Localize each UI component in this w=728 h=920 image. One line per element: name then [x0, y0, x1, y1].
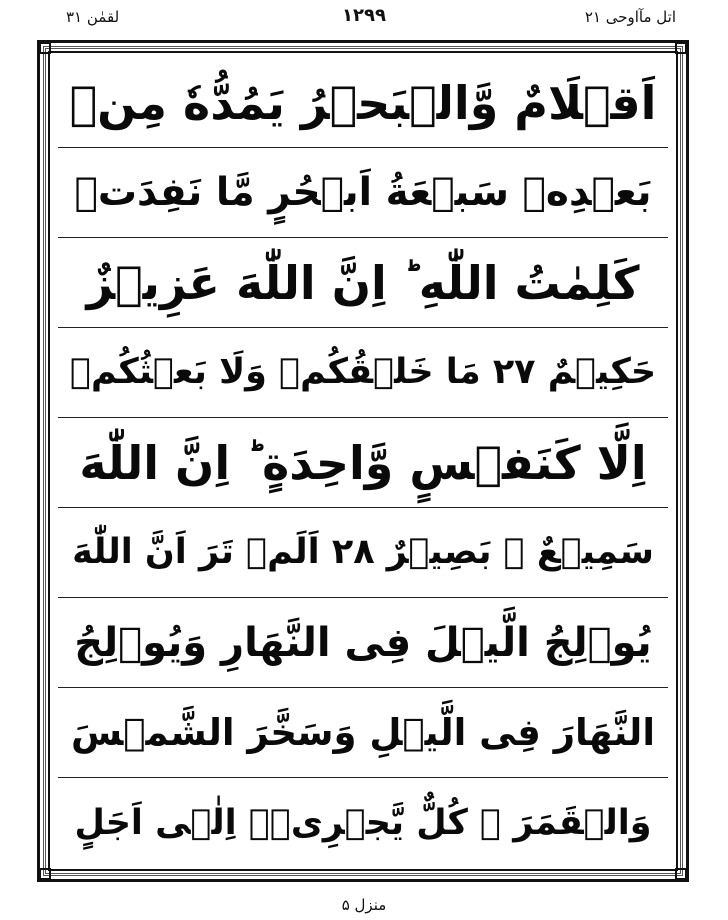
verse-line	[58, 688, 668, 778]
verse-line	[58, 598, 668, 688]
verse-line	[58, 58, 668, 148]
verse-text: وَالۡقَمَرَ ۖ كُلٌّ يَّجۡرِىۡۤ اِلٰۤى اَجَلٍ	[74, 802, 652, 843]
corner-ornament-icon	[675, 42, 687, 54]
verse-text: اَقۡلَامٌ وَّالۡبَحۡرُ يَمُدُّهٗ مِنۡ	[69, 75, 657, 130]
page-header	[0, 0, 728, 34]
verse-text: يُوۡلِجُ الَّيۡلَ فِى النَّهَارِ وَيُوۡلِجُ	[74, 619, 652, 666]
verse-text: اِلَّا كَنَفۡسٍ وَّاحِدَةٍ ؕ اِنَّ اللّٰهَ	[79, 435, 647, 490]
juz-title: اتل مآاوحی ۲۱	[584, 8, 676, 26]
verse-line	[58, 508, 668, 598]
verse-line	[58, 148, 668, 238]
verse-line	[58, 328, 668, 418]
verse-line	[58, 418, 668, 508]
verse-text: كَلِمٰتُ اللّٰهِ ؕ اِنَّ اللّٰهَ عَزِيۡزٌ	[86, 255, 640, 310]
verse-line	[58, 778, 668, 868]
verse-text: سَمِيۡعٌ ۢ بَصِيۡرٌ ۲۸ اَلَمۡ تَرَ اَنَّ اللّٰهَ	[72, 532, 654, 572]
verse-text: بَعۡدِهٖ سَبۡعَةُ اَبۡحُرٍ مَّا نَفِدَتۡ	[74, 170, 652, 215]
corner-ornament-icon	[39, 42, 51, 54]
verse-lines	[58, 58, 668, 875]
verse-line	[58, 238, 668, 328]
surah-title: لقمٰن ۳۱	[66, 8, 120, 26]
corner-ornament-icon	[675, 868, 687, 880]
manzil-footer: منزل ۵	[341, 896, 387, 914]
corner-ornament-icon	[39, 868, 51, 880]
page-number: ۱۲۹۹	[342, 5, 386, 26]
verse-text: حَكِيۡمٌ ۲۷ مَا خَلۡقُكُمۡ وَلَا بَعۡثُكُمۡ	[69, 352, 657, 392]
verse-text: النَّهَارَ فِى الَّيۡلِ وَسَخَّرَ الشَّمۡسَ	[71, 711, 655, 754]
